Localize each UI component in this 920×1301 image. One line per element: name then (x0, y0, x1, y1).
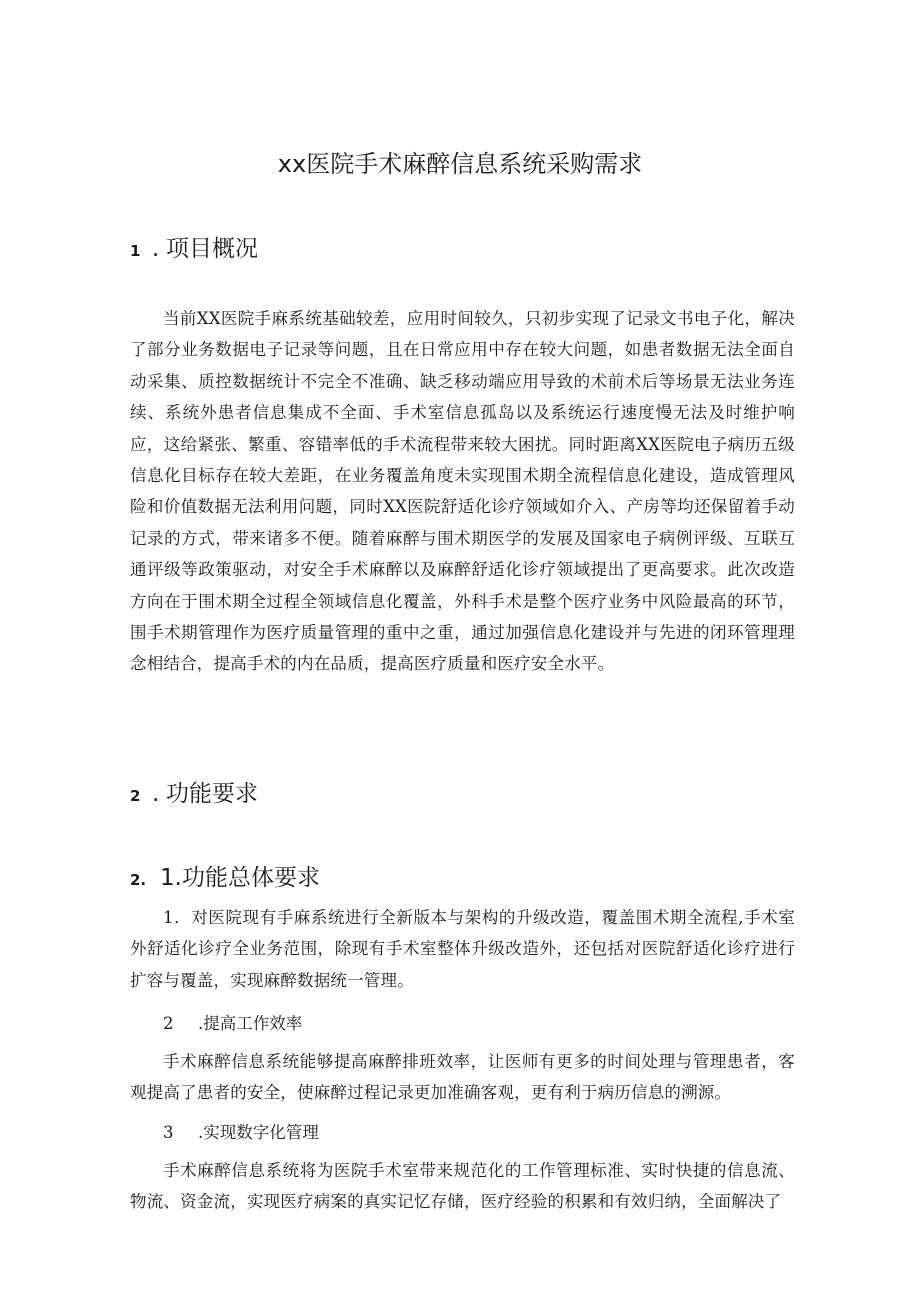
section-2-number: 2 (130, 787, 141, 805)
section-2-dot: . (152, 781, 160, 807)
requirement-item-3-heading (163, 1118, 319, 1148)
efficiency-paragraph: 手术麻醉信息系统能够提高麻醉排班效率，让医师有更多的时间处理与管理患者，客观提高了患者的安全，使麻醉过程记录更加准确客观，更有利于病历信息的溯源。 (130, 1052, 795, 1103)
section-2-1-number: 2. (130, 871, 147, 889)
section-1-label: 项目概况 (166, 236, 258, 262)
requirement-item-2-heading (163, 1009, 302, 1039)
section-2-1-label: 1.功能总体要求 (160, 865, 320, 891)
requirement-item-1: 1．对医院现有手麻系统进行全新版本与架构的升级改造，覆盖围术期全流程,手术室外舒适化诊疗全业务范围，除现有手术室整体升级改造外，还包括对医院舒适化诊疗进行扩容与覆盖，实现麻醉数据统一管理。 (130, 908, 795, 990)
digital-management-paragraph: 手术麻醉信息系统将为医院手术室带来规范化的工作管理标准、实时快捷的信息流、物流、资金流，实现医疗病案的真实记忆存储，医疗经验的积累和有效归纳，全面解决了 (130, 1161, 795, 1212)
section-2-label: 功能要求 (166, 781, 258, 807)
item-3-number: 3 (163, 1123, 174, 1142)
item-3-label: .实现数字化管理 (198, 1123, 319, 1142)
item-2-label: .提高工作效率 (198, 1014, 303, 1033)
section-1-number: 1 (130, 242, 141, 260)
overview-paragraph: 当前XX医院手麻系统基础较差，应用时间较久，只初步实现了记录文书电子化，解决了部分业务数据电子记录等问题，且在日常应用中存在较大问题，如患者数据无法全面自动采集、质控数据统计不完全不准确、缺乏移动端应用导致的术前术后等场景无法业务连续、系统外患者信息集成不全面、手术室信息孤岛以及系统运行速度慢无法及时维护响应，这给紧张、繁重、容错率低的手术流程带来较大困扰。同时距离XX医院电子病历五级信息化目标存在较大差距，在业务覆盖角度未实现围术期全流程信息化建设，造成管理风险和价值数据无法利用问题，同时XX医院舒适化诊疗领域如介入、产房等均还保留着手动记录的方式，带来诸多不便。随着麻醉与围术期医学的发展及国家电子病例评级、互联互通评级等政策驱动，对安全手术麻醉以及麻醉舒适化诊疗领域提出了更高要求。此次改造方向在于围术期全过程全领域信息化覆盖，外科手术是整个医疗业务中风险最高的环节，围手术期管理作为医疗质量管理的重中之重，通过加强信息化建设并与先进的闭环管理理念相结合，提高手术的内在品质，提高医疗质量和医疗安全水平。 (130, 309, 795, 674)
section-2-1-heading (130, 862, 320, 896)
section-1-heading (130, 233, 258, 267)
section-1-dot: . (152, 236, 160, 262)
document-title: xx医院手术麻醉信息系统采购需求 (277, 150, 643, 178)
section-2-heading (130, 778, 258, 812)
item-2-number: 2 (163, 1014, 174, 1033)
